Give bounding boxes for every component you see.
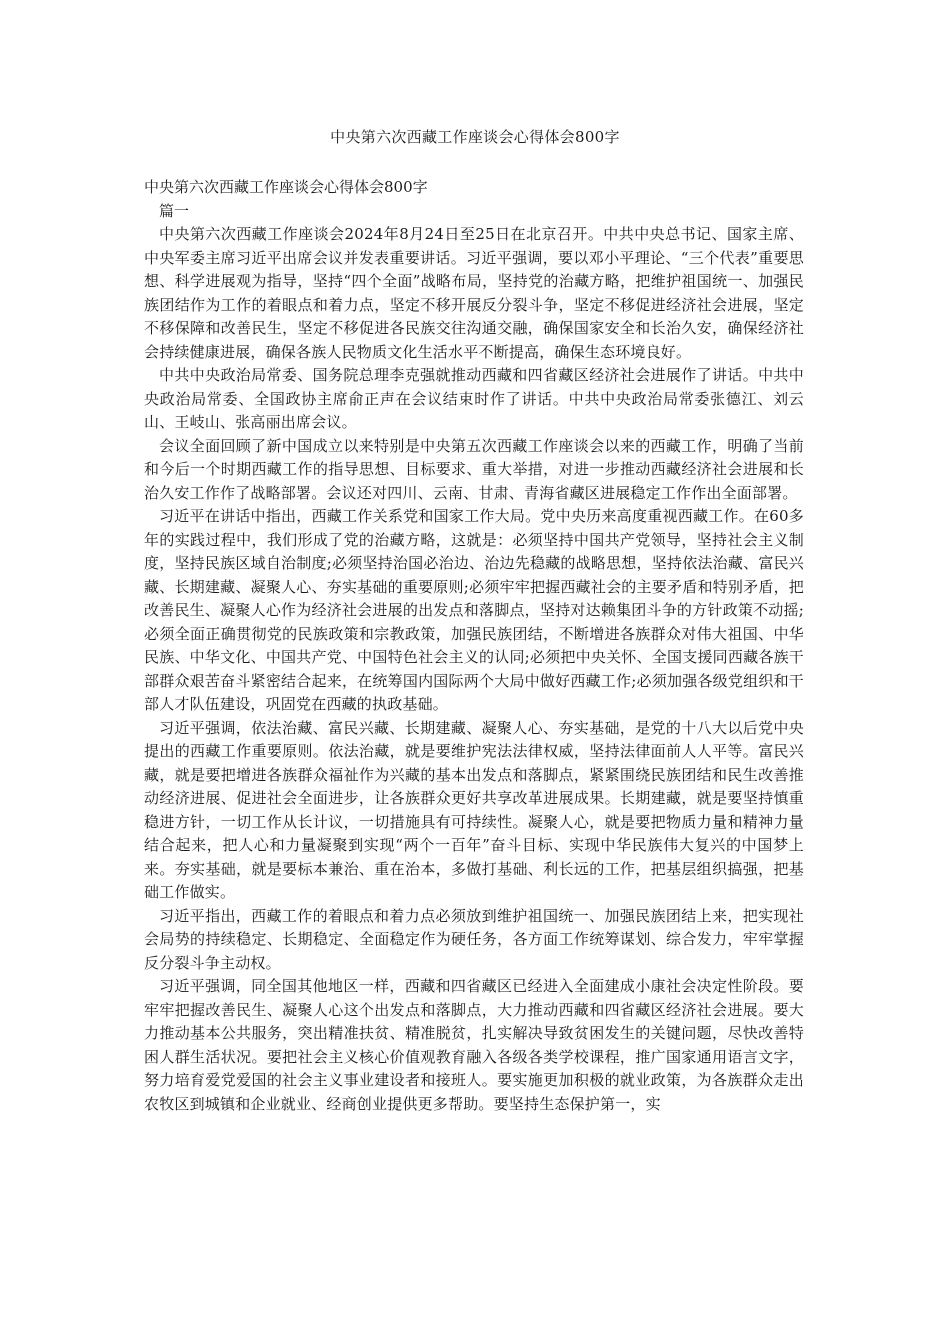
section-label: 篇一 xyxy=(159,201,190,220)
document-subtitle: 中央第六次西藏工作座谈会心得体会800字 xyxy=(144,178,428,196)
paragraph: 中共中央政治局常委、国务院总理李克强就推动西藏和四省藏区经济社会进展作了讲话。中共中央政治局常委、全国政协主席俞正声在会议结束时作了讲话。中共中央政治局常委张德江、刘云山、王岐山、张高丽出席会议。 xyxy=(144,366,804,431)
document-title: 中央第六次西藏工作座谈会心得体会800字 xyxy=(330,128,620,146)
document-body xyxy=(144,176,804,1116)
paragraph: 习近平指出，西藏工作的着眼点和着力点必须放到维护祖国统一、加强民族团结上来，把实现社会局势的持续稳定、长期稳定、全面稳定作为硬任务，各方面工作统筹谋划、综合发力，牢牢掌握反分裂斗争主动权。 xyxy=(144,906,804,972)
paragraph: 习近平强调，依法治藏、富民兴藏、长期建藏、凝聚人心、夯实基础，是党的十八大以后党中央提出的西藏工作重要原则。依法治藏，就是要维护宪法法律权威，坚持法律面前人人平等。富民兴藏，就是要把增进各族群众福祉作为兴藏的基本出发点和落脚点，紧紧围绕民族团结和民生改善推动经济进展、促进社会全面进步，让各族群众更好共享改革进展成果。长期建藏，就是要坚持慎重稳进方针，一切工作从长计议，一切措施具有可持续性。凝聚人心，就是要把物质力量和精神力量结合起来，把人心和力量凝聚到实现“两个一百年”奋斗目标、实现中华民族伟大复兴的中国梦上来。夯实基础，就是要标本兼治、重在治本，多做打基础、利长远的工作，把基层组织搞强，把基础工作做实。 xyxy=(144,718,804,901)
paragraph: 习近平在讲话中指出，西藏工作关系党和国家工作大局。党中央历来高度重视西藏工作。在60多年的实践过程中，我们形成了党的治藏方略，这就是：必须坚持中国共产党领导，坚持社会主义制度，坚持民族区域自治制度;必须坚持治国必治边、治边先稳藏的战略思想，坚持依法治藏、富民兴藏、长期建藏、凝聚人心、夯实基础的重要原则;必须牢牢把握西藏社会的主要矛盾和特别矛盾，把改善民生、凝聚人心作为经济社会进展的出发点和落脚点，坚持对达赖集团斗争的方针政策不动摇;必须全面正确贯彻党的民族政策和宗教政策，加强民族团结，不断增进各族群众对伟大祖国、中华民族、中华文化、中国共产党、中国特色社会主义的认同;必须把中央关怀、全国支援同西藏各族干部群众艰苦奋斗紧密结合起来，在统筹国内国际两个大局中做好西藏工作;必须加强各级党组织和干部人才队伍建设，巩固党在西藏的执政基础。 xyxy=(144,507,804,713)
paragraph: 中央第六次西藏工作座谈会2024年8月24日至25日在北京召开。中共中央总书记、国家主席、中央军委主席习近平出席会议并发表重要讲话。习近平强调，要以邓小平理论、“三个代表”重要思想、科学进展观为指导，坚持“四个全面”战略布局，坚持党的治藏方略，把维护祖国统一、加强民族团结作为工作的着眼点和着力点，坚定不移开展反分裂斗争，坚定不移促进经济社会进展，坚定不移保障和改善民生，坚定不移促进各民族交往沟通交融，确保国家安全和长治久安，确保经济社会持续健康进展，确保各族人民物质文化生活水平不断提高，确保生态环境良好。 xyxy=(144,225,804,361)
paragraph: 会议全面回顾了新中国成立以来特别是中央第五次西藏工作座谈会以来的西藏工作，明确了当前和今后一个时期西藏工作的指导思想、目标要求、重大举措，对进一步推动西藏经济社会进展和长治久安工作作了战略部署。会议还对四川、云南、甘肃、青海省藏区进展稳定工作作出全面部署。 xyxy=(144,436,804,502)
paragraph: 习近平强调，同全国其他地区一样，西藏和四省藏区已经进入全面建成小康社会决定性阶段。要牢牢把握改善民生、凝聚人心这个出发点和落脚点，大力推动西藏和四省藏区经济社会进展。要大力推动基本公共服务，突出精准扶贫、精准脱贫，扎实解决导致贫困发生的关键问题，尽快改善特困人群生活状况。要把社会主义核心价值观教育融入各级各类学校课程，推广国家通用语言文字，努力培育爱党爱国的社会主义事业建设者和接班人。要实施更加积极的就业政策，为各族群众走出农牧区到城镇和企业就业、经商创业提供更多帮助。要坚持生态保护第一，实 xyxy=(144,977,804,1113)
